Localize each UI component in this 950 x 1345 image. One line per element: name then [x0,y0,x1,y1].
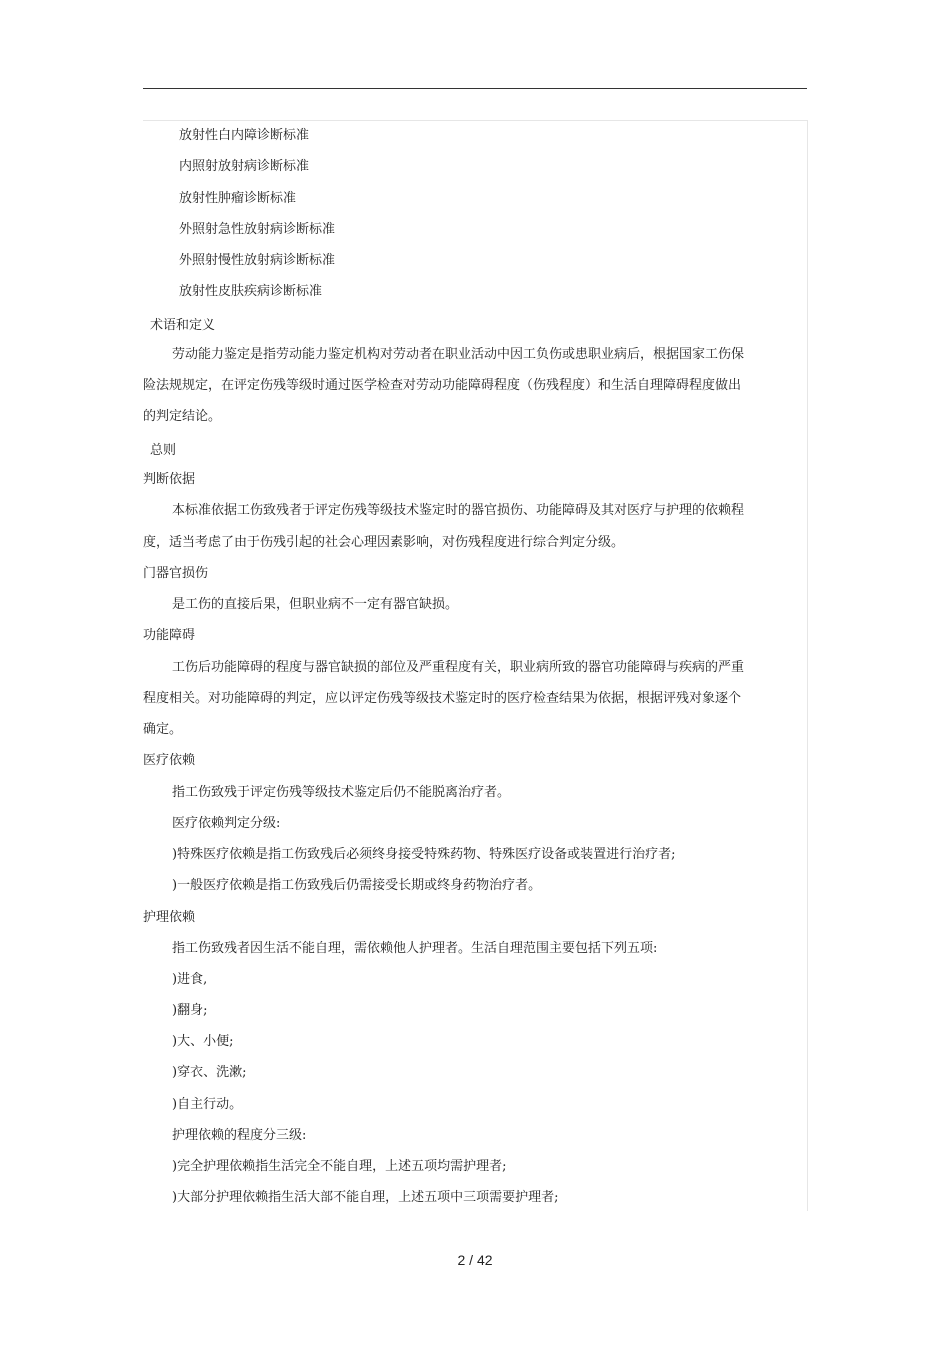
section-heading-terms: 术语和定义 [150,318,216,333]
paragraph-line: 的判定结论。 [143,409,222,424]
list-item: )大部分护理依赖指生活大部不能自理，上述五项中三项需要护理者; [172,1190,559,1205]
subheading-basis: 判断依据 [143,472,196,487]
standard-item: 外照射急性放射病诊断标准 [179,222,336,237]
paragraph-line: 劳动能力鉴定是指劳动能力鉴定机构对劳动者在职业活动中因工负伤或患职业病后，根据国家工伤保 [172,347,745,362]
paragraph-line: 医疗依赖判定分级: [172,816,281,831]
list-item: )穿衣、洗漱; [172,1065,247,1080]
standard-item: 外照射慢性放射病诊断标准 [179,253,336,268]
page-number: 2 / 42 [457,1252,493,1268]
paragraph-line: 险法规规定，在评定伤残等级时通过医学检查对劳动功能障碍程度（伤残程度）和生活自理障碍程度做出 [143,378,742,393]
header-rule [143,88,807,89]
subheading-nursing: 护理依赖 [143,910,196,925]
list-item: )大、小便; [172,1034,234,1049]
standard-item: 放射性皮肤疾病诊断标准 [179,284,323,299]
list-item: )进食, [172,972,208,987]
paragraph-line: 护理依赖的程度分三级: [172,1128,307,1143]
paragraph-line: )特殊医疗依赖是指工伤致残后必须终身接受特殊药物、特殊医疗设备或装置进行治疗者; [172,847,676,862]
standard-item: 放射性白内障诊断标准 [179,128,310,143]
list-item: )完全护理依赖指生活完全不能自理，上述五项均需护理者; [172,1159,507,1174]
paragraph-line: )一般医疗依赖是指工伤致残后仍需接受长期或终身药物治疗者。 [172,878,542,893]
subheading-function: 功能障碍 [143,628,196,643]
paragraph-line: 是工伤的直接后果，但职业病不一定有器官缺损。 [172,597,459,612]
standard-item: 放射性肿瘤诊断标准 [179,191,297,206]
section-heading-general: 总则 [150,443,177,458]
paragraph-line: 程度相关。对功能障碍的判定，应以评定伤残等级技术鉴定时的医疗检查结果为依据，根据评残对象逐个 [143,691,742,706]
paragraph-line: 本标准依据工伤致残者于评定伤残等级技术鉴定时的器官损伤、功能障碍及其对医疗与护理的依赖程 [172,503,745,518]
paragraph-line: 指工伤致残者因生活不能自理，需依赖他人护理者。生活自理范围主要包括下列五项: [172,941,658,956]
paragraph-line: 度，适当考虑了由于伤残引起的社会心理因素影响，对伤残程度进行综合判定分级。 [143,535,625,550]
standard-item: 内照射放射病诊断标准 [179,159,310,174]
subheading-medical: 医疗依赖 [143,753,196,768]
paragraph-line: 指工伤致残于评定伤残等级技术鉴定后仍不能脱离治疗者。 [172,785,511,800]
list-item: )翻身; [172,1003,208,1018]
paragraph-line: 工伤后功能障碍的程度与器官缺损的部位及严重程度有关，职业病所致的器官功能障碍与疾病的严重 [172,660,745,675]
subheading-organ: 门器官损伤 [143,566,209,581]
paragraph-line: 确定。 [143,722,183,737]
list-item: )自主行动。 [172,1097,243,1112]
